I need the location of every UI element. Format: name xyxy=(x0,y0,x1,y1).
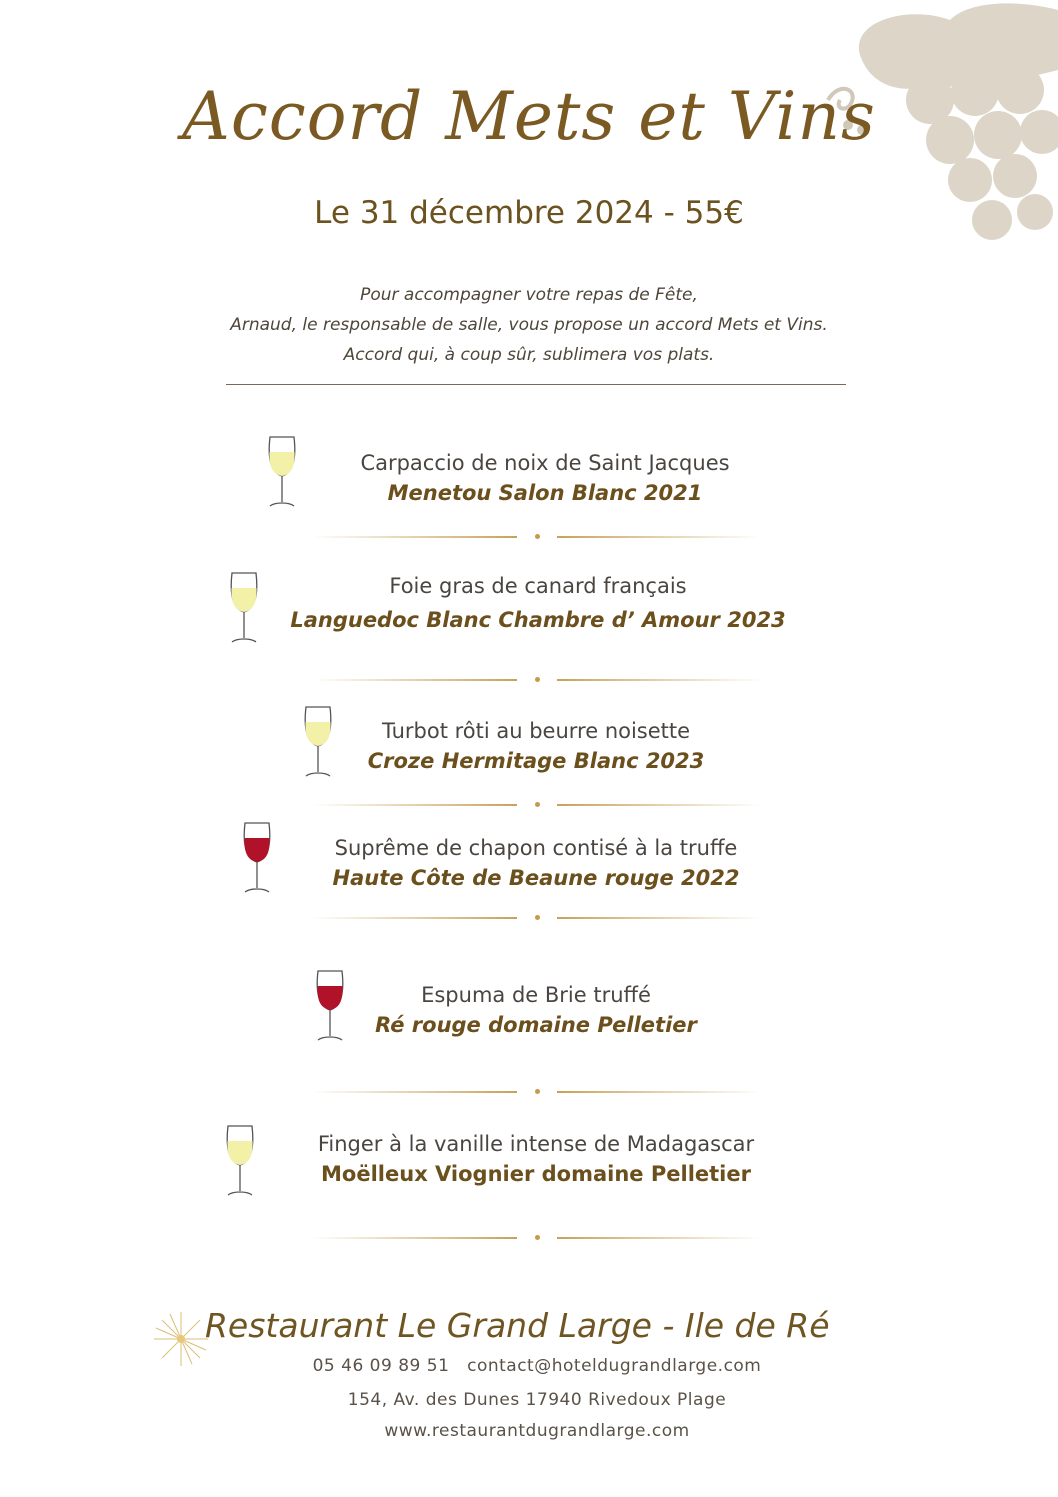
address: 154, Av. des Dunes 17940 Rivedoux Plage xyxy=(347,1390,727,1410)
course-separator xyxy=(312,1088,762,1096)
dish-name: Carpaccio de noix de Saint Jacques xyxy=(360,451,730,475)
phone-number: 05 46 09 89 51 xyxy=(312,1356,450,1376)
email-link[interactable]: contact@hoteldugrandlarge.com xyxy=(467,1356,762,1376)
page-title: Accord Mets et Vins xyxy=(182,78,876,155)
course-separator xyxy=(312,676,762,684)
course-separator xyxy=(312,914,762,922)
dish-name: Espuma de Brie truffé xyxy=(421,983,651,1007)
white-wine-glass-icon xyxy=(301,704,335,780)
dish-name: Finger à la vanille intense de Madagascar xyxy=(317,1132,755,1156)
red-wine-glass-icon xyxy=(313,968,347,1044)
contact-line xyxy=(8,1356,1058,1376)
course-item xyxy=(346,983,726,1037)
wine-name: Ré rouge domaine Pelletier xyxy=(375,1013,697,1037)
wine-name: Croze Hermitage Blanc 2023 xyxy=(367,749,705,773)
wine-name: Menetou Salon Blanc 2021 xyxy=(387,481,703,505)
wine-name: Languedoc Blanc Chambre d’ Amour 2023 xyxy=(290,608,786,632)
intro-text xyxy=(0,280,1058,370)
course-item xyxy=(336,719,736,773)
website-link[interactable]: www.restaurantdugrandlarge.com xyxy=(384,1421,690,1441)
wine-name: Haute Côte de Beaune rouge 2022 xyxy=(332,866,740,890)
intro-line: Pour accompagner votre repas de Fête, xyxy=(360,285,698,305)
divider xyxy=(226,384,846,385)
white-wine-glass-icon xyxy=(265,434,299,510)
course-item xyxy=(262,574,814,632)
wine-name: Moëlleux Viognier domaine Pelletier xyxy=(321,1162,751,1186)
white-wine-glass-icon xyxy=(223,1123,257,1199)
intro-line: Accord qui, à coup sûr, sublimera vos plats. xyxy=(343,345,715,365)
course-item xyxy=(276,836,796,890)
course-separator xyxy=(312,801,762,809)
course-item xyxy=(295,451,795,505)
course-separator xyxy=(312,1234,762,1242)
dish-name: Suprême de chapon contisé à la truffe xyxy=(334,836,738,860)
page-subtitle: Le 31 décembre 2024 - 55€ xyxy=(314,195,744,231)
restaurant-name: Restaurant Le Grand Large - Ile de Ré xyxy=(205,1306,830,1345)
intro-line: Arnaud, le responsable de salle, vous propose un accord Mets et Vins. xyxy=(230,315,828,335)
dish-name: Turbot rôti au beurre noisette xyxy=(381,719,691,743)
red-wine-glass-icon xyxy=(240,820,274,896)
dish-name: Foie gras de canard français xyxy=(389,574,687,598)
course-separator xyxy=(312,533,762,541)
course-item xyxy=(266,1132,806,1186)
white-wine-glass-icon xyxy=(227,570,261,646)
